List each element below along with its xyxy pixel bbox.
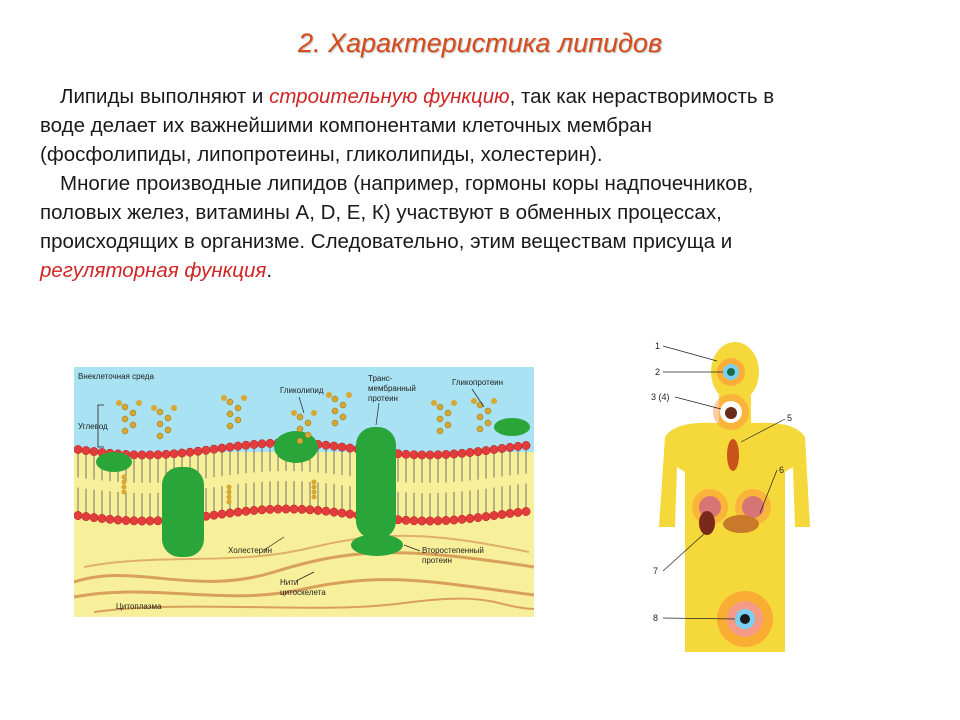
phospholipid-head: [234, 508, 242, 516]
peripheral-protein-left: [96, 452, 132, 472]
sugar-unit: [165, 415, 171, 421]
phospholipid-head: [98, 514, 106, 522]
sugar-unit: [477, 426, 483, 432]
label-transmembrane-3: протеин: [368, 394, 398, 403]
phospholipid-head: [290, 505, 298, 513]
phospholipid-head: [154, 517, 162, 525]
phospholipid-head: [514, 508, 522, 516]
gland-number-6: 6: [779, 465, 785, 475]
phospholipid-head: [522, 441, 530, 449]
sugar-unit: [157, 421, 163, 427]
sugar-unit: [332, 420, 338, 426]
phospholipid-head: [402, 450, 410, 458]
phospholipid-head: [418, 517, 426, 525]
sugar-unit: [305, 432, 311, 438]
phospholipid-head: [426, 517, 434, 525]
phospholipid-head: [298, 505, 306, 513]
label-glycoprotein: Гликопротеин: [452, 378, 504, 387]
phospholipid-head: [90, 447, 98, 455]
phospholipid-head: [90, 513, 98, 521]
phospholipid-head: [138, 517, 146, 525]
sugar-unit: [431, 400, 437, 406]
phospholipid-head: [410, 517, 418, 525]
cholesterol-unit: [122, 490, 127, 495]
sugar-unit: [241, 395, 247, 401]
phospholipid-head: [458, 449, 466, 457]
sugar-unit: [297, 414, 303, 420]
phospholipid-head: [458, 515, 466, 523]
phospholipid-head: [498, 510, 506, 518]
phospholipid-head: [258, 506, 266, 514]
sugar-unit: [297, 426, 303, 432]
secondary-protein: [351, 534, 403, 556]
phospholipid-head: [506, 509, 514, 517]
phospholipid-head: [330, 442, 338, 450]
sugar-unit: [485, 408, 491, 414]
label-transmembrane-1: Транс-: [368, 374, 393, 383]
sugar-unit: [291, 410, 297, 416]
phospholipid-head: [250, 506, 258, 514]
sugar-unit: [326, 392, 332, 398]
phospholipid-head: [194, 447, 202, 455]
phospholipid-head: [450, 450, 458, 458]
phospholipid-head: [402, 516, 410, 524]
phospholipid-head: [474, 447, 482, 455]
paragraph1-text-a: Липиды выполняют и: [60, 85, 270, 108]
sugar-unit: [151, 405, 157, 411]
sugar-unit: [491, 398, 497, 404]
paragraph-structural-function: [40, 82, 920, 169]
phospholipid-head: [202, 446, 210, 454]
phospholipid-head: [266, 439, 274, 447]
sugar-unit: [122, 404, 128, 410]
cholesterol-unit: [122, 475, 127, 480]
cholesterol-unit: [312, 495, 317, 500]
phospholipid-head: [474, 513, 482, 521]
label-carbohydrate: Углевод: [78, 422, 108, 431]
label-filaments-2: цитоскелета: [280, 588, 326, 597]
phospholipid-head: [122, 516, 130, 524]
slide-title: 2. Характеристика липидов: [297, 28, 663, 58]
sugar-unit: [157, 433, 163, 439]
phospholipid-head: [114, 516, 122, 524]
cholesterol-unit: [122, 485, 127, 490]
sugar-unit: [471, 398, 477, 404]
paragraph1-line2: воде делает их важнейшими компонентами клеточных мембран: [40, 114, 652, 137]
phospholipid-head: [482, 512, 490, 520]
sugar-unit: [445, 422, 451, 428]
phospholipid-head: [322, 441, 330, 449]
sugar-unit: [305, 420, 311, 426]
phospholipid-head: [74, 511, 82, 519]
sugar-unit: [437, 428, 443, 434]
sugar-unit: [171, 405, 177, 411]
sugar-unit: [227, 423, 233, 429]
phospholipid-head: [162, 450, 170, 458]
paragraph2-line1: Многие производные липидов (например, гормоны коры надпочечников,: [60, 172, 754, 195]
phospholipid-head: [498, 444, 506, 452]
cholesterol-unit: [227, 500, 232, 505]
gland-number-7: 7: [653, 566, 659, 576]
sugar-unit: [130, 410, 136, 416]
slide-body-text: [40, 82, 920, 285]
phospholipid-head: [170, 450, 178, 458]
phospholipid-head: [490, 445, 498, 453]
sugar-unit: [122, 428, 128, 434]
sugar-unit: [157, 409, 163, 415]
label-glycolipid: Гликолипид: [280, 386, 324, 395]
sugar-unit: [227, 399, 233, 405]
sugar-unit: [122, 416, 128, 422]
sugar-unit: [297, 438, 303, 444]
phospholipid-head: [466, 514, 474, 522]
cholesterol-unit: [312, 485, 317, 490]
phospholipid-head: [338, 509, 346, 517]
phospholipid-head: [266, 505, 274, 513]
phospholipid-head: [82, 512, 90, 520]
phospholipid-head: [434, 451, 442, 459]
phospholipid-head: [74, 445, 82, 453]
cholesterol-unit: [227, 490, 232, 495]
cholesterol-unit: [227, 485, 232, 490]
phospholipid-head: [234, 442, 242, 450]
phospholipid-head: [226, 509, 234, 517]
paragraph2-line3: происходящих в организме. Следовательно, этим веществам присуща и: [40, 230, 733, 253]
phospholipid-head: [138, 451, 146, 459]
label-secondary-1: Второстепенный: [422, 546, 484, 555]
phospholipid-head: [522, 507, 530, 515]
phospholipid-head: [106, 515, 114, 523]
sugar-unit: [340, 402, 346, 408]
gland-number-5: 5: [787, 413, 793, 423]
phospholipid-head: [130, 517, 138, 525]
sugar-unit: [340, 414, 346, 420]
sugar-unit: [346, 392, 352, 398]
phospholipid-head: [410, 451, 418, 459]
label-cytoplasm: Цитоплазма: [116, 602, 162, 611]
phospholipid-head: [146, 451, 154, 459]
phospholipid-head: [282, 505, 290, 513]
phospholipid-head: [306, 506, 314, 514]
phospholipid-head: [418, 451, 426, 459]
label-transmembrane-2: мембранный: [368, 384, 416, 393]
phospholipid-head: [210, 511, 218, 519]
phospholipid-head: [482, 446, 490, 454]
sugar-unit: [445, 410, 451, 416]
paragraph2-line2: половых желез, витамины А, D, Е, К) участвуют в обменных процессах,: [40, 201, 722, 224]
phospholipid-head: [82, 446, 90, 454]
phospholipid-head: [186, 448, 194, 456]
phospholipid-head: [346, 510, 354, 518]
sugar-unit: [332, 408, 338, 414]
phospholipid-head: [442, 450, 450, 458]
endocrine-body-figure: [645, 337, 820, 652]
paragraph1-text-b: , так как нерастворимость в: [509, 85, 775, 108]
phospholipid-head: [434, 517, 442, 525]
sugar-unit: [311, 410, 317, 416]
gland-number-8: 8: [653, 613, 659, 623]
paragraph2-line4: [40, 256, 920, 285]
phospholipid-head: [322, 507, 330, 515]
peripheral-protein-right: [494, 418, 530, 436]
sugar-unit: [235, 417, 241, 423]
phospholipid-head: [210, 445, 218, 453]
gland-number-1: 1: [655, 341, 661, 351]
phospholipid-head: [250, 440, 258, 448]
sugar-unit: [477, 402, 483, 408]
paragraph2-period: .: [266, 259, 273, 282]
label-secondary-2: протеин: [422, 556, 452, 565]
phospholipid-head: [514, 442, 522, 450]
phospholipid-head: [426, 451, 434, 459]
phospholipid-head: [154, 451, 162, 459]
sugar-unit: [477, 414, 483, 420]
sugar-unit: [227, 411, 233, 417]
regulatory-function-term: регуляторная функция: [40, 259, 267, 282]
sugar-unit: [116, 400, 122, 406]
cholesterol-unit: [312, 490, 317, 495]
gland-number-2: 2: [655, 367, 661, 377]
phospholipid-head: [338, 443, 346, 451]
structural-function-term: строительную функцию: [269, 85, 510, 108]
sugar-unit: [485, 420, 491, 426]
sugar-unit: [437, 404, 443, 410]
phospholipid-head: [314, 506, 322, 514]
phospholipid-head: [450, 516, 458, 524]
sugar-unit: [130, 422, 136, 428]
paragraph-regulatory-function: [40, 169, 920, 285]
sugar-unit: [165, 427, 171, 433]
phospholipid-head: [442, 516, 450, 524]
cholesterol-unit: [227, 495, 232, 500]
cholesterol-unit: [312, 480, 317, 485]
peripheral-protein-top: [274, 431, 318, 463]
phospholipid-head: [330, 508, 338, 516]
sugar-unit: [332, 396, 338, 402]
phospholipid-head: [506, 443, 514, 451]
paragraph1-line3: (фосфолипиды, липопротеины, гликолипиды, холестерин).: [40, 143, 603, 166]
label-filaments-1: Нити: [280, 578, 299, 587]
label-extracellular: Внеклеточная среда: [78, 372, 154, 381]
sugar-unit: [451, 400, 457, 406]
sugar-unit: [437, 416, 443, 422]
phospholipid-head: [346, 444, 354, 452]
cell-membrane-figure: [74, 367, 534, 617]
phospholipid-head: [242, 441, 250, 449]
paragraph1-line1: [40, 82, 920, 111]
sugar-unit: [136, 400, 142, 406]
cholesterol-unit: [122, 480, 127, 485]
phospholipid-head: [226, 443, 234, 451]
phospholipid-head: [130, 451, 138, 459]
phospholipid-head: [258, 440, 266, 448]
phospholipid-head: [218, 444, 226, 452]
label-cholesterol: Холестерин: [228, 546, 272, 555]
phospholipid-head: [242, 507, 250, 515]
transmembrane-protein-right: [356, 427, 396, 539]
phospholipid-head: [466, 448, 474, 456]
phospholipid-head: [218, 510, 226, 518]
transmembrane-protein-left: [162, 467, 204, 557]
sugar-unit: [221, 395, 227, 401]
gland-number-3: 3 (4): [651, 392, 670, 402]
phospholipid-head: [274, 505, 282, 513]
phospholipid-head: [490, 511, 498, 519]
phospholipid-head: [146, 517, 154, 525]
phospholipid-head: [178, 449, 186, 457]
sugar-unit: [235, 405, 241, 411]
